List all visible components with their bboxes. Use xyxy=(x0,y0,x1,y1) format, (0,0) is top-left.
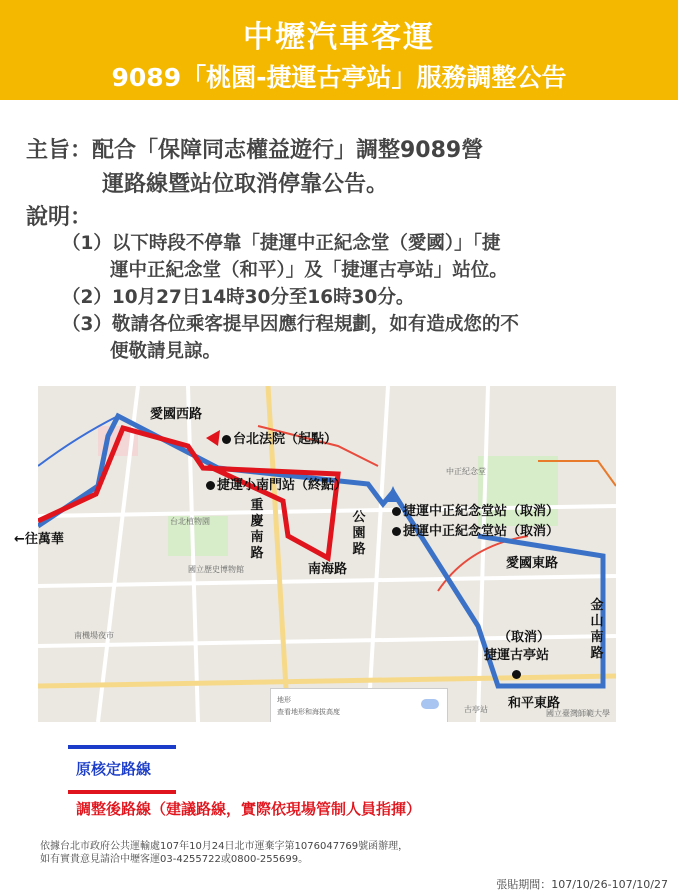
legend-adjusted-text: 調整後路線（建議路線，實際依現場管制人員指揮） xyxy=(76,800,422,818)
item-3-line-2: 便敬請見諒。 xyxy=(110,341,222,362)
mapbox-sub: 查看地形和海拔高度 xyxy=(277,708,340,716)
subject-line-2: 運路線暨站位取消停靠公告。 xyxy=(102,172,389,197)
notice-title: 9089「桃園-捷運古亭站」服務調整公告 xyxy=(111,63,567,92)
route-map xyxy=(38,386,616,722)
header-banner xyxy=(0,0,678,100)
stop-dot xyxy=(222,435,231,444)
bg-label-nanjichang: 南機場夜市 xyxy=(74,631,114,640)
legend-original-line xyxy=(68,745,176,749)
bg-label-botanical: 台北植物園 xyxy=(170,517,210,526)
guting-stop-dot xyxy=(512,664,523,683)
label-aiguo-west: 愛國西路 xyxy=(150,407,203,422)
label-xiaonanmen: 捷運小南門站（終點） xyxy=(206,474,347,493)
label-guting-cancel: （取消） xyxy=(498,630,551,645)
footer-line-1: 依據台北市政府公共運輸處107年10月24日北市運棄字第1076047769號函辦理， xyxy=(40,841,409,852)
label-wanhua: ←往萬華 xyxy=(14,532,64,547)
label-cks-a: 捷運中正紀念堂站（取消） xyxy=(392,500,559,519)
bg-label-ntnu: 國立臺灣師範大學 xyxy=(546,709,610,718)
item-2-line-1: （2）10月27日14時30分至16時30分。 xyxy=(62,287,415,308)
label-guting: 捷運古亭站 xyxy=(484,648,550,663)
stop-dot xyxy=(206,481,215,490)
subject-line-1: 主旨：配合「保障同志權益遊行」調整9089營 xyxy=(26,138,484,163)
explanation-label: 說明： xyxy=(26,205,93,230)
label-nanhai: 南海路 xyxy=(308,562,348,577)
footer-line-2: 如有實貴意見請洽中壢客運03-4255722或0800-255699。 xyxy=(40,854,309,865)
bg-label-history: 國立歷史博物館 xyxy=(188,565,244,574)
map-layer-box[interactable] xyxy=(270,688,448,722)
item-3-line-1: （3）敬請各位乘客提早因應行程規劃，如有造成您的不 xyxy=(62,314,519,335)
label-heping-east: 和平東路 xyxy=(508,696,561,711)
stop-dot xyxy=(392,507,401,516)
item-1-line-2: 運中正紀念堂（和平）」及「捷運古亭站」站位。 xyxy=(110,260,508,281)
toggle-switch[interactable] xyxy=(421,699,439,709)
legend-original-text: 原核定路線 xyxy=(76,760,152,778)
label-jinshan: 金山南路 xyxy=(590,598,604,661)
legend-adjusted-line xyxy=(68,790,176,794)
item-1-line-1: （1）以下時段不停靠「捷運中正紀念堂（愛國）」「捷 xyxy=(62,233,501,254)
label-gongyuan: 公園路 xyxy=(352,510,366,557)
label-court: 台北法院（起點） xyxy=(222,428,337,447)
stop-dot xyxy=(392,527,401,536)
bg-label-zhongzheng: 中正紀念堂 xyxy=(446,467,486,476)
label-zhongqing: 重慶南路 xyxy=(250,498,264,561)
explanation-items xyxy=(62,230,519,365)
label-cks-b: 捷運中正紀念堂站（取消） xyxy=(392,520,559,539)
label-aiguo-east: 愛國東路 xyxy=(506,556,559,571)
company-title: 中壢汽車客運 xyxy=(243,20,435,55)
posting-period: 張貼期間：107/10/26-107/10/27 xyxy=(496,878,668,891)
mapbox-title: 地形 xyxy=(277,696,291,704)
subject xyxy=(26,134,483,202)
bg-label-guting-st: 古亭站 xyxy=(464,705,488,714)
footer-note xyxy=(40,840,408,866)
